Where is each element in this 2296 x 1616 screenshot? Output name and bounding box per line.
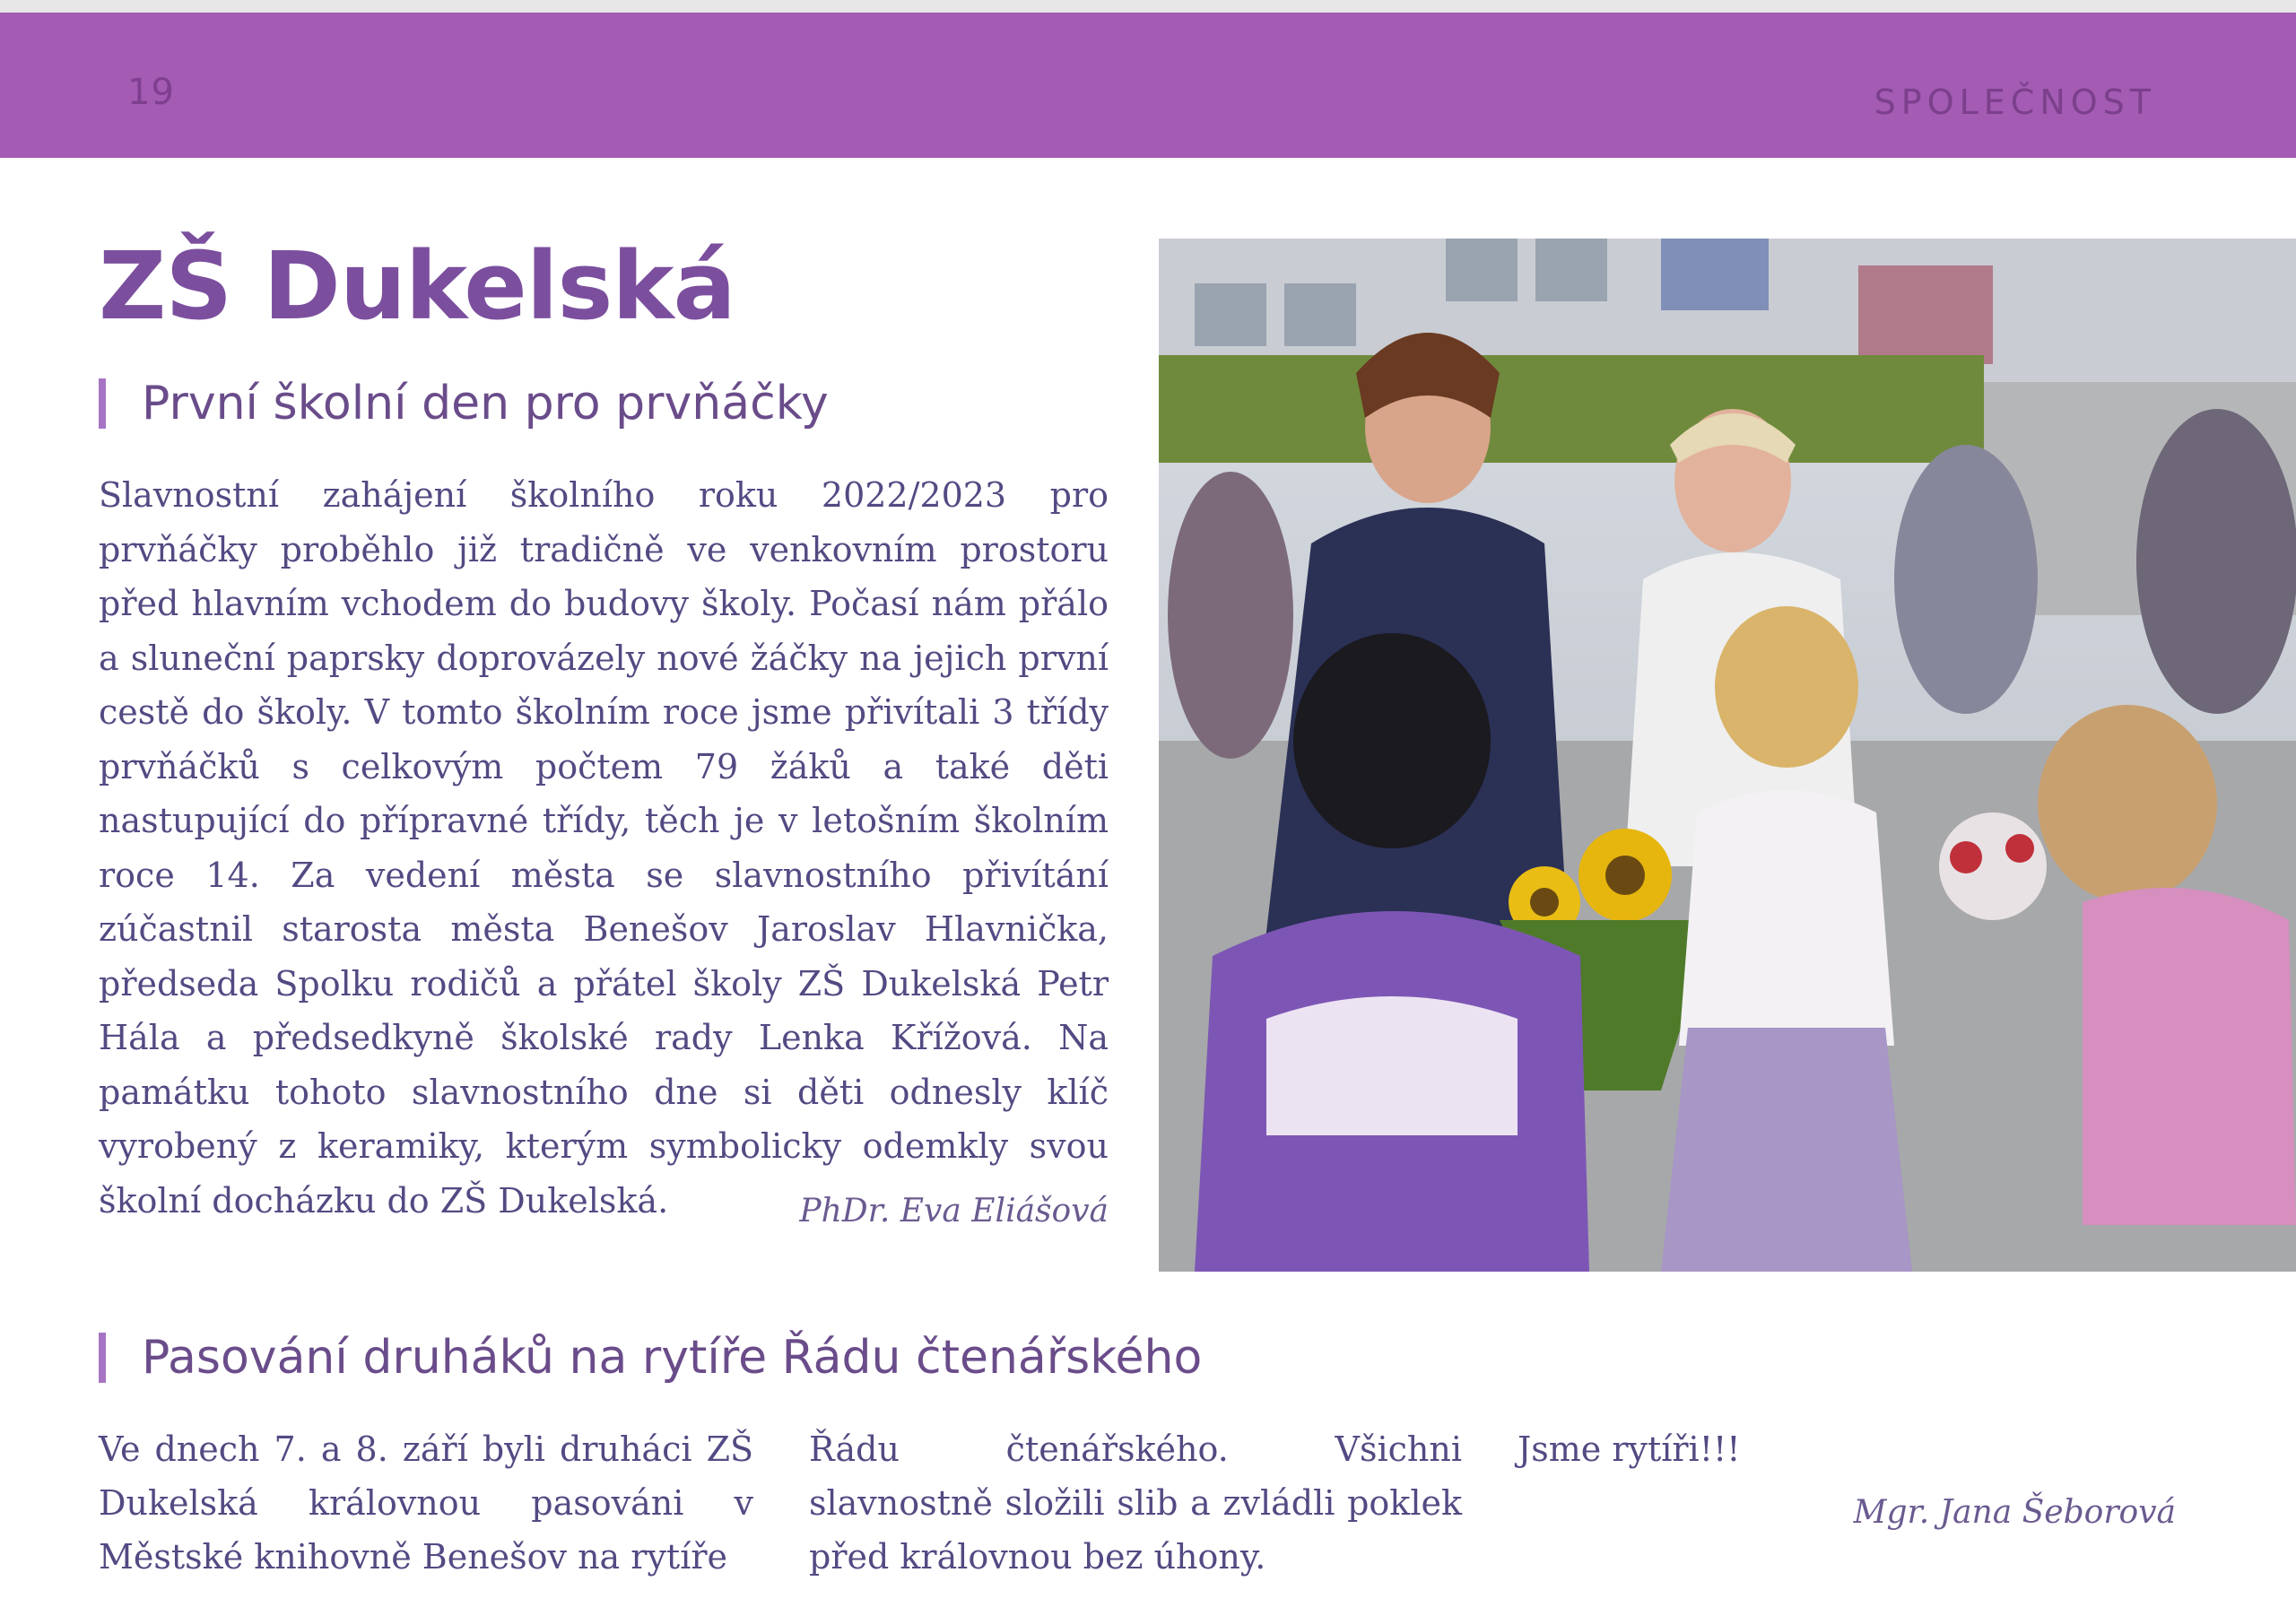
column-2-text: Řádu čtenářského. Všichni slavnostně složili slib a zvládli poklek před královnou bez úhony. [809,1429,1462,1577]
header-band [0,13,2296,158]
photo-illustration [1159,239,2296,1272]
article-title: ZŠ Dukelská [99,231,735,341]
section-label: SPOLEČNOST [1874,83,2156,122]
column-3-text: Jsme rytíři!!! [1518,1429,1741,1469]
subheading-knights [99,1331,1202,1385]
column-1-text: Ve dnech 7. a 8. září byli druháci ZŠ Dukelská královnou pasováni v Městské knihovně Benešov na rytíře [99,1429,753,1577]
subheading-text: První školní den pro prvňáčky [142,377,829,430]
subheading-bar [99,378,106,429]
subheading-text: Pasování druháků na rytíře Řádu čtenářského [142,1331,1203,1385]
author-signature-2: Mgr. Jana Šeborová [1853,1494,2176,1531]
page-top-edge [0,0,2296,13]
subheading-bar [99,1333,106,1383]
page-number: 19 [127,72,175,113]
article-paragraph: Slavnostní zahájení školního roku 2022/2023 pro prvňáčky proběhlo již tradičně ve venkovním prostoru před hlavním vchodem do budovy školy. Počasí nám přálo a sluneční paprsky doprovázely nové žáčky na jejich první cestě do školy. V tomto školním roce jsme přivítali 3 třídy prvňáčků s celkovým počtem 79 žáků a také děti nastupující do přípravné třídy, těch je v letošním školním roce 14. Za vedení města se slavnostního přivítání zúčastnil starosta města Benešov Jaroslav Hlavnička, předseda Spolku rodičů a přátel školy ZŠ Dukelská Petr Hála a předsedkyně školské rady Lenka Křížová. Na památku tohoto slavnostního dne si děti odnesly klíč vyrobený z keramiky, kterým symbolicky odemkly svou školní docházku do ZŠ Dukelská. [99,475,1109,1221]
event-photo [1159,239,2296,1272]
subheading-first-day [99,377,829,430]
author-signature: PhDr. Eva Eliášová [799,1193,1109,1229]
